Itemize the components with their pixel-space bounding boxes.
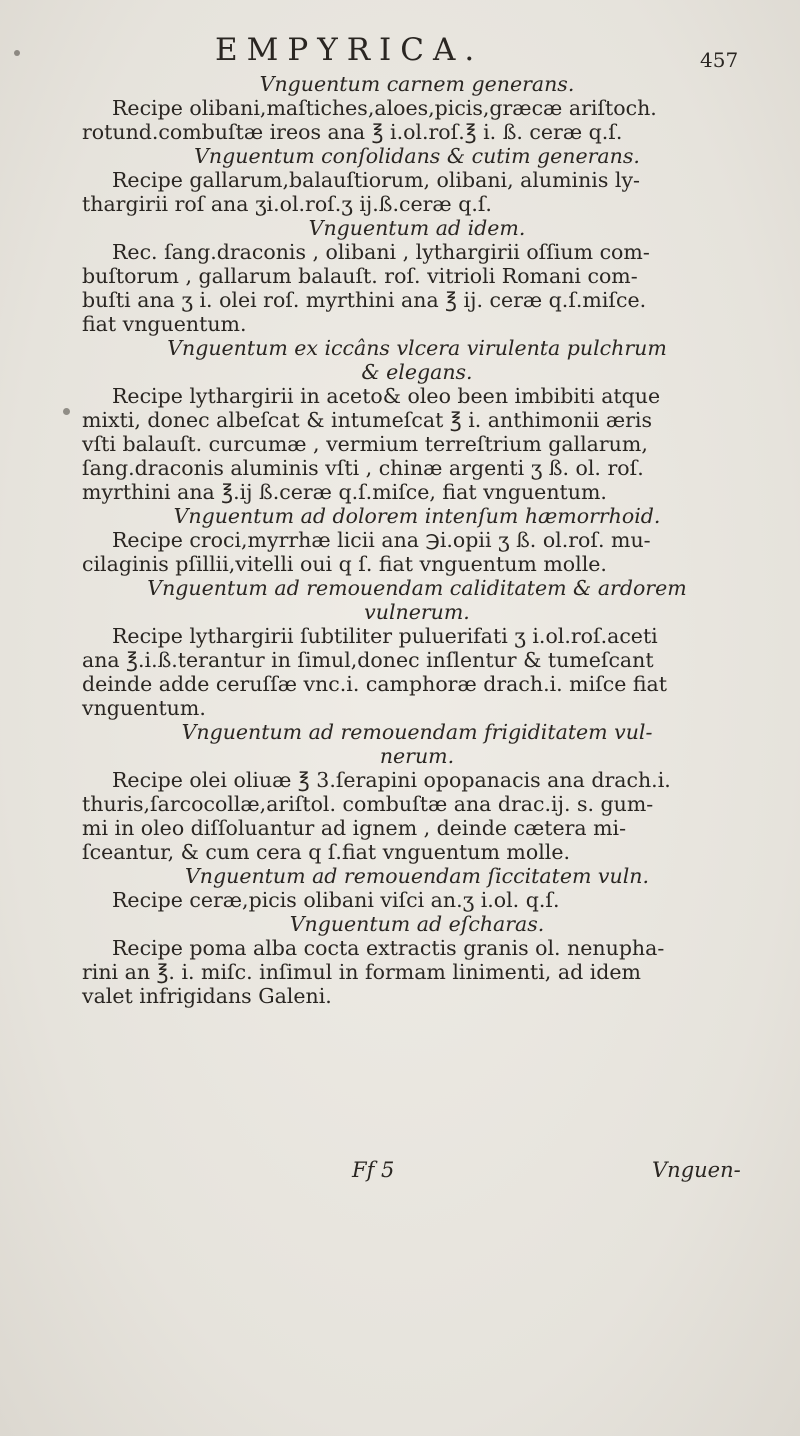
text-line: Recipe lythargirii in aceto& oleo been imbibiti atque [112,384,661,408]
text-line: thargirii roſ ana ʒi.ol.roſ.ʒ ij.ß.ceræ q.ſ. [82,192,492,216]
text-line: myrthini ana ℥.ij ß.ceræ q.ſ.miſce, fiat vnguentum. [82,480,607,504]
text-line: Recipe olei oliuæ ℥ 3.ſerapini opopanacis ana drach.i. [112,768,671,792]
text-line: Recipe croci,myrrhæ licii ana ℈i.opii ʒ ß. ol.roſ. mu- [112,528,651,552]
text-line: rini an ℥. i. miſc. inſimul in formam linimenti, ad idem [82,960,641,984]
text-line: mi in oleo diſſoluantur ad ignem , deinde cætera mi- [82,816,627,840]
text-line: rotund.combuſtæ ireos ana ℥ i.ol.roſ.℥ i. ß. ceræ q.ſ. [82,120,623,144]
signature-mark: Ff 5 [352,1158,395,1182]
recipe-heading: nerum. [379,744,455,768]
text-line: buſtorum , gallarum balauſt. roſ. vitrioli Romani com- [82,264,638,288]
recipe-heading: Vnguentum ad remouendam ſiccitatem vuln. [185,864,649,888]
recipe-heading: Vnguentum ad dolorem intenſum hæmorrhoid. [173,504,661,528]
text-body [82,72,752,1008]
page-number: 457 [700,48,739,72]
recipe-heading: vulnerum. [364,600,470,624]
page-header [0,28,800,78]
text-line: Recipe lythargirii ſubtiliter puluerifati ʒ i.ol.roſ.aceti [112,624,658,648]
text-line: fiat vnguentum. [82,312,247,336]
text-line: Recipe poma alba cocta extractis granis ol. nenupha- [112,936,665,960]
page-footer [0,1158,800,1188]
text-line: cilaginis pſillii,vitelli oui q ſ. fiat vnguentum molle. [82,552,607,576]
text-line: valet infrigidans Galeni. [82,984,332,1008]
recipe-heading: Vnguentum ad remouendam frigiditatem vul- [181,720,653,744]
text-line: ſang.draconis aluminis vſti , chinæ argenti ʒ ß. ol. roſ. [82,456,644,480]
recipe-heading: Vnguentum carnem generans. [259,72,575,96]
text-line: ana ℥.i.ß.terantur in ſimul,donec inſlentur & tumeſcant [82,648,654,672]
ink-speck [14,50,20,56]
text-line: Recipe gallarum,balauſtiorum, olibani, aluminis ly- [112,168,640,192]
recipe-heading: Vnguentum ex iccâns vlcera virulenta pulchrum [167,336,667,360]
text-line: deinde adde ceruſſæ vnc.i. camphoræ drach.i. miſce fiat [82,672,668,696]
recipe-heading: Vnguentum ad eſcharas. [289,912,545,936]
text-line: mixti, donec albeſcat & intumeſcat ℥ i. anthimonii æris [82,408,652,432]
catchword: Vnguen- [652,1158,741,1182]
recipe-heading: Vnguentum conſolidans & cutim generans. [194,144,640,168]
text-line: vſti balauſt. curcumæ , vermium terreſtrium gallarum, [82,432,648,456]
text-line: thuris,ſarcocollæ,ariſtol. combuſtæ ana drac.ij. s. gum- [82,792,654,816]
running-title: EMPYRICA. [215,32,484,68]
text-line: vnguentum. [82,696,206,720]
text-line: Recipe ceræ,picis olibani viſci an.ʒ i.ol. q.ſ. [112,888,560,912]
recipe-heading: Vnguentum ad remouendam caliditatem & ardorem [147,576,687,600]
text-line: Rec. ſang.draconis , olibani , lythargirii oſſium com- [112,240,650,264]
ink-speck [63,408,70,415]
recipe-heading: & elegans. [361,360,473,384]
text-line: ſceantur, & cum cera q ſ.fiat vnguentum molle. [82,840,570,864]
text-line: Recipe olibani,maſtiches,aloes,picis,græcæ ariſtoch. [112,96,657,120]
text-line: buſti ana ʒ i. olei roſ. myrthini ana ℥ ij. ceræ q.ſ.miſce. [82,288,647,312]
recipe-heading: Vnguentum ad idem. [308,216,526,240]
